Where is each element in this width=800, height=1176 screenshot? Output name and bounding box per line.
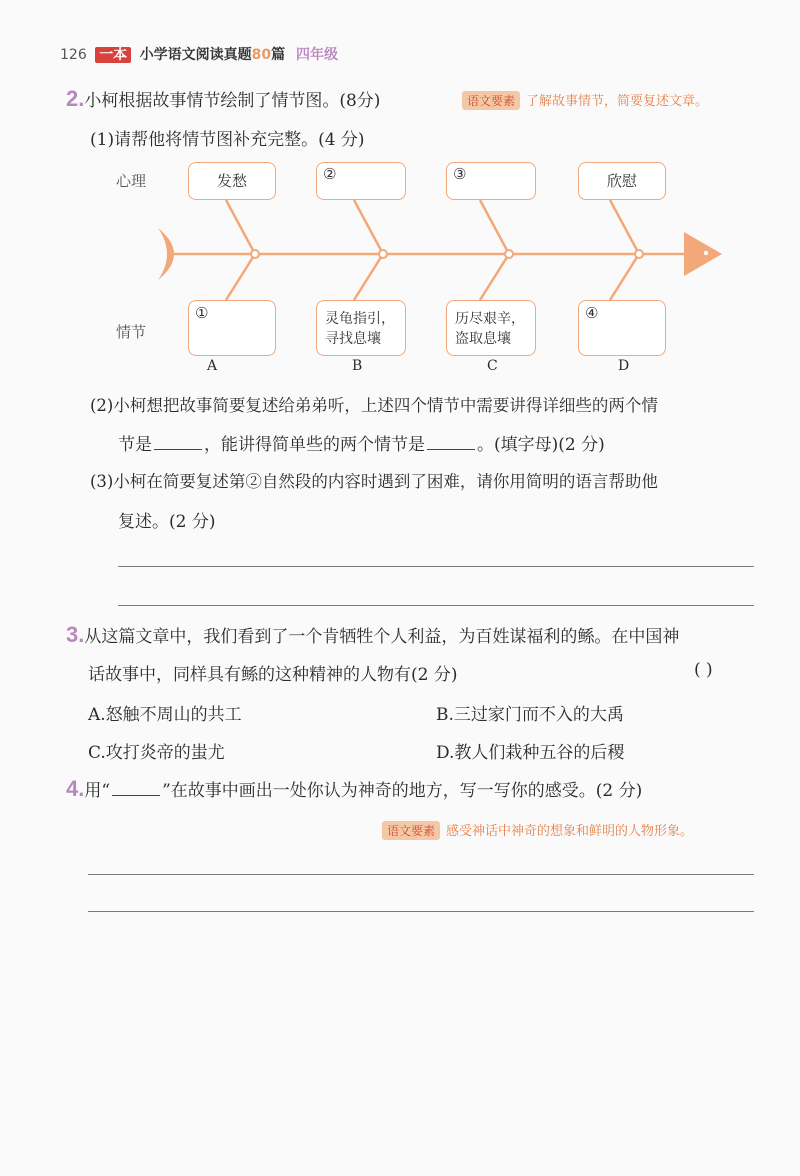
question-text-b: ”在故事中画出一处你认为神奇的地方，写一写你的感受。(2 分) [162, 781, 643, 801]
diagram-bottom-box-4[interactable] [578, 300, 666, 356]
skill-note [382, 820, 693, 840]
sub2-text-a: 节是 [118, 435, 152, 455]
answer-line[interactable] [118, 566, 754, 567]
question-4 [66, 776, 642, 802]
answer-blank-detailed[interactable] [154, 448, 202, 450]
bottom-box-mark: ① [195, 304, 209, 322]
fish-eye [704, 251, 708, 255]
bottom-box-text: 灵龟指引，寻找息壤 [325, 311, 395, 347]
bone-bottom-3 [480, 254, 509, 300]
book-title-text: 小学语文阅读真题 [139, 47, 252, 63]
question-number: 2. [66, 86, 85, 111]
bone-top-4 [610, 200, 639, 254]
bone-top-2 [354, 200, 383, 254]
top-box-text: 欣慰 [606, 172, 637, 190]
letter-b: B [352, 358, 363, 374]
joint-2 [379, 250, 387, 258]
letter-c: C [487, 358, 498, 374]
row-label-top: 心理 [116, 172, 147, 190]
answer-blank-brief[interactable] [427, 448, 475, 450]
letter-a: A [207, 358, 218, 374]
diagram-top-box-2[interactable] [316, 162, 406, 200]
question-3-line-1 [66, 622, 679, 648]
sub2-text-b: ，能讲得简单些的两个情节是 [204, 435, 425, 455]
option-a[interactable]: A.怒触不周山的共工 [88, 705, 242, 725]
bone-bottom-2 [354, 254, 383, 300]
question-text: 从这篇文章中，我们看到了一个肯牺牲个人利益，为百姓谋福利的鲧。在中国神 [84, 627, 680, 647]
question-number: 3. [66, 622, 85, 647]
sub-question-1: (1)请帮他将情节图补充完整。(4 分) [90, 130, 365, 150]
top-box-mark: ③ [453, 165, 467, 183]
diagram-top-box-4 [578, 162, 666, 200]
answer-line[interactable] [118, 605, 754, 606]
skill-text: 感受神话中神奇的想象和鲜明的人物形象。 [446, 824, 694, 839]
underline-sample [112, 794, 160, 796]
skill-tag: 语文要素 [382, 821, 440, 840]
answer-parentheses[interactable]: ( ) [694, 660, 713, 680]
question-3-line-2: 话故事中，同样具有鲧的这种精神的人物有(2 分) [88, 665, 458, 685]
top-box-mark: ② [323, 165, 337, 183]
bone-top-3 [480, 200, 509, 254]
joint-3 [505, 250, 513, 258]
row-label-bottom: 情节 [116, 323, 147, 341]
answer-line[interactable] [88, 911, 754, 912]
fish-head [684, 232, 722, 276]
option-b[interactable]: B.三过家门而不入的大禹 [436, 705, 624, 725]
question-text: 小柯根据故事情节绘制了情节图。(8分) [84, 91, 381, 111]
diagram-bottom-box-3 [446, 300, 536, 356]
sub-question-2-line-2 [118, 430, 605, 455]
bone-bottom-4 [610, 254, 639, 300]
bottom-box-mark: ④ [585, 304, 599, 322]
book-title-number: 80 [251, 47, 272, 63]
bone-top-1 [226, 200, 255, 254]
skill-tag: 语文要素 [462, 91, 520, 110]
sub-question-2-line-1: (2)小柯想把故事简要复述给弟弟听，上述四个情节中需要讲得详细些的两个情 [90, 396, 658, 415]
sub-question-3-line-1: (3)小柯在简要复述第②自然段的内容时遇到了困难，请你用简明的语言帮助他 [90, 472, 658, 491]
question-number: 4. [66, 776, 85, 801]
diagram-bottom-box-2 [316, 300, 406, 356]
diagram-top-box-1 [188, 162, 276, 200]
joint-4 [635, 250, 643, 258]
question-text-a: 用“ [84, 781, 111, 801]
option-c[interactable]: C.攻打炎帝的蚩尤 [88, 743, 225, 763]
option-d[interactable]: D.教人们栽种五谷的后稷 [436, 743, 625, 763]
bottom-box-text: 历尽艰辛，盗取息壤 [455, 311, 525, 347]
diagram-bottom-box-1[interactable] [188, 300, 276, 356]
diagram-top-box-3[interactable] [446, 162, 536, 200]
book-title-suffix: 篇 [271, 47, 286, 63]
answer-line[interactable] [88, 874, 754, 875]
fish-tail [158, 228, 174, 280]
page-number: 126 [60, 47, 87, 63]
letter-d: D [618, 358, 630, 374]
bone-bottom-1 [226, 254, 255, 300]
top-box-text: 发愁 [216, 172, 247, 190]
brand-logo: 一本 [95, 47, 131, 63]
grade-label: 四年级 [296, 47, 338, 63]
sub-question-3-line-2: 复述。(2 分) [118, 512, 216, 532]
sub2-text-c: 。(填字母)(2 分) [477, 435, 605, 455]
skill-text: 了解故事情节，简要复述文章。 [526, 94, 709, 109]
joint-1 [251, 250, 259, 258]
